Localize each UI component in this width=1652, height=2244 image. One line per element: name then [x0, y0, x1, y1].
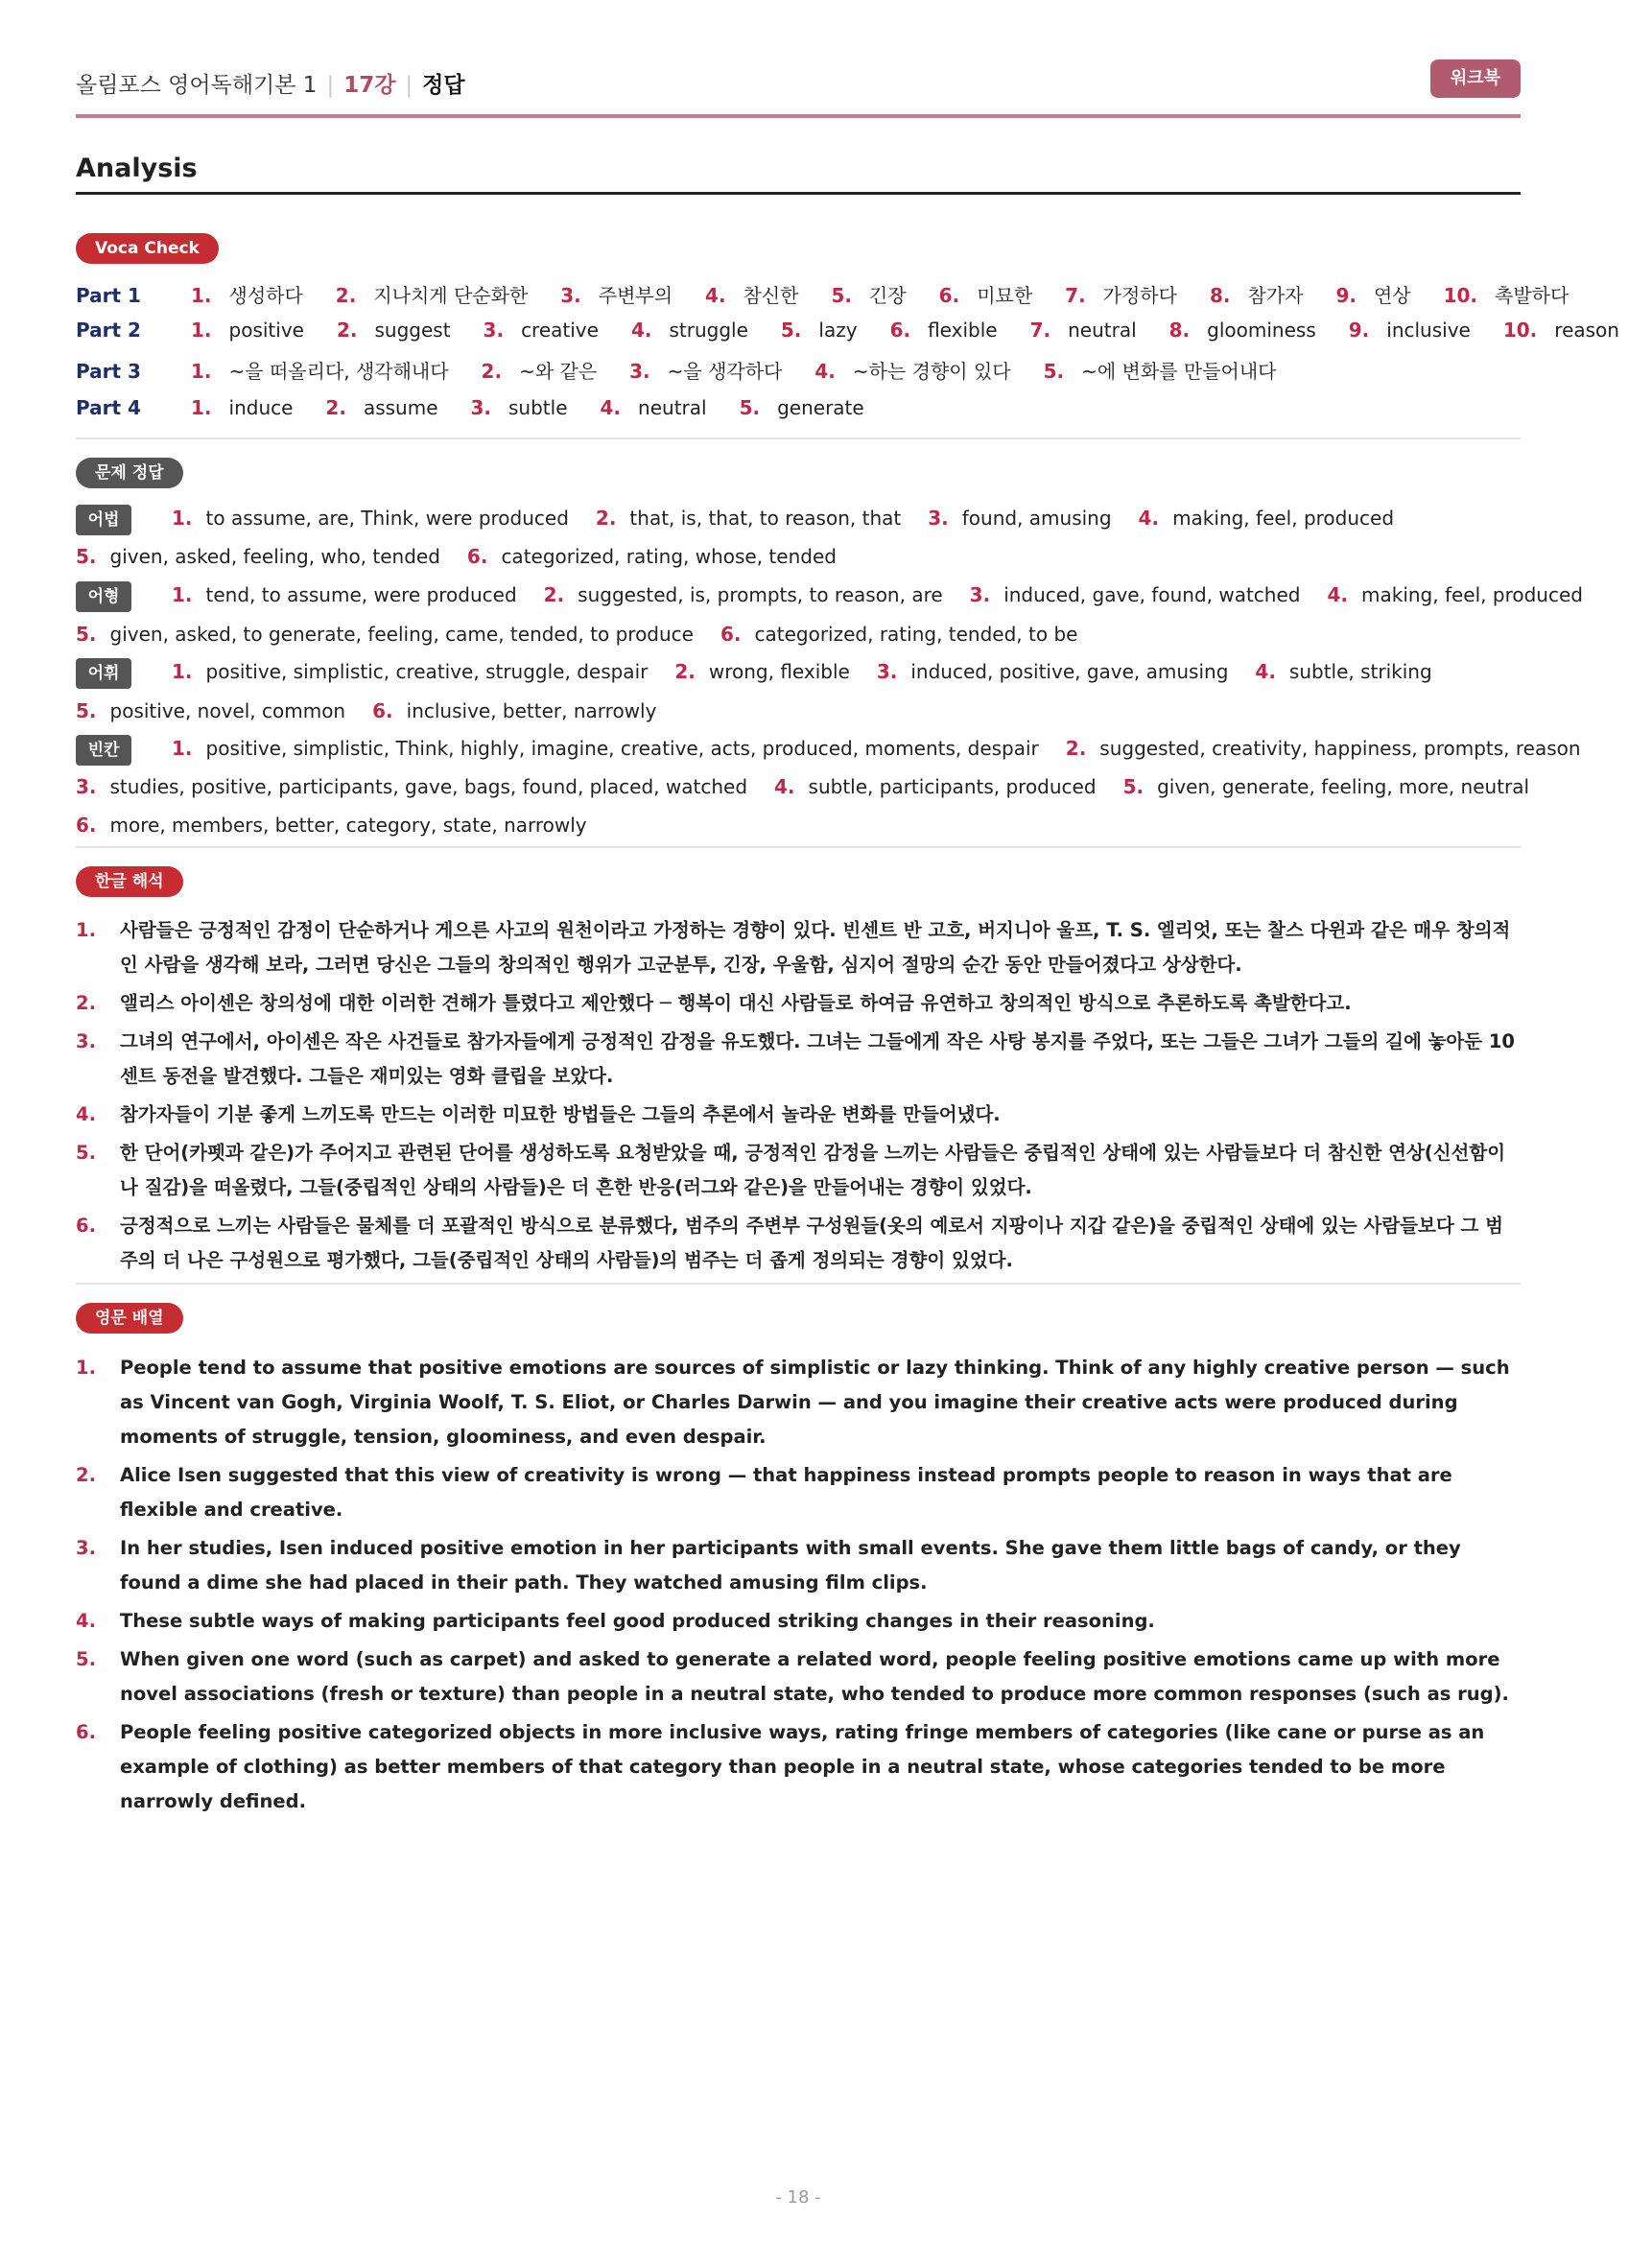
item-number: 10. [1443, 284, 1478, 307]
item-text: making, feel, produced [1361, 583, 1583, 606]
voca-item [1503, 319, 1619, 342]
header-title [76, 67, 465, 99]
paragraph-item [76, 1642, 1521, 1712]
item-number: 8. [1168, 319, 1191, 342]
voca-item [560, 280, 673, 308]
paragraph-item [76, 986, 1521, 1021]
paragraph-item [76, 1025, 1521, 1094]
voca-item [482, 356, 598, 384]
analysis-heading: Analysis [76, 154, 198, 183]
voca-check-badge: Voca Check [76, 233, 219, 264]
item-text: given, asked, to generate, feeling, came, tended, to produce [109, 623, 694, 646]
item-number: 5. [1043, 360, 1065, 383]
item-number: 2. [76, 992, 96, 1014]
item-number: 2. [481, 360, 503, 383]
header-rule [76, 114, 1521, 118]
analysis-rule [76, 192, 1521, 195]
item-number: 5. [76, 1648, 96, 1670]
answer-item [970, 579, 1301, 610]
voca-item [336, 280, 528, 308]
paragraph-text: 한 단어(카펫과 같은)가 주어지고 관련된 단어를 생성하도록 요청받았을 때, 긍정적인 감정을 느끼는 사람들은 중립적인 상태에 있는 사람들보다 더 참신한 연상(신선함이나 질감)을 떠올렸다, 그들(중립적인 상태의 사람들)은 더 흔한 반응(러그와 같은)을 만들어내는 경향이 있었다. [120, 1142, 1506, 1198]
answer-row [76, 771, 1530, 802]
answer-item [172, 579, 517, 610]
item-number: 1. [76, 919, 96, 941]
voca-item [939, 280, 1032, 308]
divider: | [326, 73, 335, 98]
item-text: 가정하다 [1102, 284, 1177, 307]
item-number: 2. [325, 396, 346, 419]
paragraph-text: 앨리스 아이센은 창의성에 대한 이러한 견해가 틀렸다고 제안했다 ─ 행복이 대신 사람들로 하여금 유연하고 창의적인 방식으로 추론하도록 촉발한다고. [120, 992, 1352, 1014]
item-number: 2. [336, 319, 358, 342]
item-number: 6. [76, 1721, 96, 1743]
voca-item [814, 356, 1010, 384]
item-text: neutral [1068, 319, 1137, 342]
section-divider [76, 1283, 1521, 1285]
section-divider [76, 437, 1521, 439]
page-number: - 18 - [775, 2187, 821, 2208]
item-number: 5. [1122, 775, 1145, 798]
item-text: inclusive, better, narrowly [406, 699, 657, 722]
item-text: categorized, rating, whose, tended [501, 545, 837, 568]
voca-item [832, 280, 907, 308]
item-number: 7. [1029, 319, 1051, 342]
item-number: 4. [705, 284, 726, 307]
item-number: 2. [1065, 737, 1087, 760]
item-number: 3. [470, 396, 492, 419]
item-number: 1. [172, 737, 193, 760]
item-text: to assume, are, Think, were produced [205, 507, 569, 530]
voca-item [629, 356, 782, 384]
item-text: inclusive [1386, 319, 1471, 342]
item-text: induced, gave, found, watched [1003, 583, 1301, 606]
page [76, 0, 1619, 2244]
korean-translation-badge: 한글 해석 [76, 866, 183, 897]
item-number: 6. [889, 319, 911, 342]
item-number: 1. [172, 660, 193, 683]
voca-row [76, 356, 1521, 384]
answer-row [76, 541, 1521, 572]
item-number: 4. [76, 1610, 96, 1632]
item-text: 생성하다 [228, 284, 303, 307]
paragraph-text: 긍정적으로 느끼는 사람들은 물체를 더 포괄적인 방식으로 분류했다, 범주의 주변부 구성원들(옷의 예로서 지팡이나 지갑 같은)을 중립적인 상태에 있는 사람들보다 그 범주의 더 나은 구성원으로 평가했다, 그들(중립적인 상태의 사람들)의 범주는 더 좁게 정의되는 경향이 있었다. [120, 1215, 1503, 1271]
paragraph-item [76, 1136, 1521, 1205]
item-text: 지나치게 단순화한 [373, 284, 529, 307]
part-label: Part 1 [76, 284, 141, 307]
item-text: positive, novel, common [109, 699, 346, 722]
voca-item [890, 319, 998, 342]
answer-item [1139, 503, 1394, 533]
item-text: tend, to assume, were produced [205, 583, 517, 606]
answers-badge: 문제 정답 [76, 458, 183, 488]
item-number: 2. [674, 660, 696, 683]
item-text: studies, positive, participants, gave, bags, found, placed, watched [109, 775, 748, 798]
item-number: 1. [191, 319, 212, 342]
answer-row [76, 656, 1521, 689]
item-number: 2. [595, 507, 617, 530]
answer-type-tag: 어휘 [76, 658, 131, 689]
answer-item [76, 541, 440, 572]
answer-item [172, 733, 1039, 764]
lesson-number: 17강 [343, 73, 396, 98]
item-number: 5. [76, 1142, 96, 1164]
answer-item [172, 656, 648, 687]
answer-row [76, 733, 1581, 766]
item-text: given, generate, feeling, more, neutral [1157, 775, 1530, 798]
item-number: 3. [560, 284, 581, 307]
item-text: ~와 같은 [519, 360, 598, 383]
item-text: assume [363, 396, 438, 419]
item-text: given, asked, feeling, who, tended [109, 545, 440, 568]
item-text: lazy [818, 319, 858, 342]
item-number: 7. [1065, 284, 1086, 307]
item-number: 3. [76, 1030, 96, 1052]
item-text: 주변부의 [598, 284, 673, 307]
voca-item [191, 356, 449, 384]
english-arrangement-list [76, 1351, 1521, 1823]
answer-item [720, 619, 1077, 650]
item-number: 1. [172, 583, 193, 606]
voca-item [705, 280, 798, 308]
item-number: 3. [483, 319, 505, 342]
item-number: 6. [372, 699, 393, 722]
item-text: subtle [508, 396, 568, 419]
answer-item [877, 656, 1229, 687]
item-number: 5. [76, 623, 97, 646]
item-text: ~에 변화를 만들어내다 [1081, 360, 1277, 383]
item-number: 5. [76, 699, 97, 722]
paragraph-item [76, 1604, 1521, 1639]
voca-item [1169, 319, 1316, 342]
voca-item [601, 396, 707, 419]
item-text: 연상 [1373, 284, 1411, 307]
item-number: 6. [938, 284, 960, 307]
item-number: 3. [876, 660, 898, 683]
item-text: subtle, striking [1288, 660, 1432, 683]
divider: | [405, 73, 413, 98]
voca-item [1065, 280, 1177, 308]
answer-item [76, 619, 694, 650]
paragraph-item [76, 1715, 1521, 1819]
item-text: suggested, creativity, happiness, prompts, reason [1099, 737, 1581, 760]
item-number: 10. [1502, 319, 1538, 342]
item-number: 1. [172, 507, 193, 530]
section-divider [76, 846, 1521, 848]
item-number: 6. [76, 1215, 96, 1237]
voca-item [1044, 356, 1277, 384]
item-number: 6. [466, 545, 488, 568]
answer-item [372, 696, 656, 726]
paragraph-text: People feeling positive categorized objects in more inclusive ways, rating fringe members of categories (like cane or purse as an example of clothing) as better members of that category than people in a neutral state, whose categories tended to be more narrowly defined. [120, 1721, 1485, 1812]
item-text: induced, positive, gave, amusing [910, 660, 1229, 683]
item-text: induce [228, 396, 294, 419]
item-number: 5. [780, 319, 802, 342]
item-number: 2. [335, 284, 357, 307]
answer-item [467, 541, 837, 572]
item-number: 4. [600, 396, 622, 419]
answer-item [76, 771, 747, 802]
voca-item [191, 396, 293, 419]
answer-type-tag: 어법 [76, 505, 131, 535]
answer-item [674, 656, 849, 687]
answer-row [76, 503, 1521, 535]
korean-translation-list [76, 913, 1521, 1282]
voca-row [76, 280, 1569, 308]
paragraph-text: People tend to assume that positive emotions are sources of simplistic or lazy thinking. Think of any highly creative person — such as Vincent van Gogh, Virginia Woolf, T. S. Eliot, or Charles Darwin — and you imagine their creative acts were produced during moments of struggle, tension, gloominess, and even despair. [120, 1357, 1510, 1448]
item-text: 촉발하다 [1495, 284, 1569, 307]
answer-item [774, 771, 1097, 802]
item-number: 3. [76, 775, 97, 798]
paragraph-text: 사람들은 긍정적인 감정이 단순하거나 게으른 사고의 원천이라고 가정하는 경향이 있다. 빈센트 반 고흐, 버지니아 울프, T. S. 엘리엇, 또는 찰스 다윈과 같은 매우 창의적인 사람을 생각해 보라, 그러면 당신은 그들의 창의적인 행위가 고군분투, 긴장, 우울함, 심지어 절망의 순간 동안 만들어졌다고 상상한다. [120, 919, 1511, 976]
item-text: generate [777, 396, 864, 419]
item-text: 긴장 [869, 284, 907, 307]
item-text: positive, simplistic, Think, highly, imagine, creative, acts, produced, moments, despair [205, 737, 1039, 760]
item-number: 6. [76, 814, 97, 837]
paragraph-item [76, 913, 1521, 982]
item-number: 4. [814, 360, 836, 383]
item-number: 4. [774, 775, 795, 798]
voca-item [471, 396, 568, 419]
voca-item [1030, 319, 1137, 342]
item-number: 9. [1335, 284, 1357, 307]
answer-item [928, 503, 1111, 533]
answer-item [596, 503, 901, 533]
item-number: 6. [720, 623, 742, 646]
item-number: 3. [928, 507, 949, 530]
item-number: 4. [1327, 583, 1348, 606]
item-number: 1. [191, 360, 212, 383]
item-number: 4. [1255, 660, 1276, 683]
paragraph-text: In her studies, Isen induced positive emotion in her participants with small events. She gave them little bags of candy, or they found a dime she had placed in their path. They watched amusing film clips. [120, 1537, 1461, 1594]
item-text: struggle [669, 319, 748, 342]
item-text: subtle, participants, produced [808, 775, 1097, 798]
item-number: 5. [76, 545, 97, 568]
item-text: suggested, is, prompts, to reason, are [578, 583, 943, 606]
item-text: creative [521, 319, 599, 342]
paragraph-text: Alice Isen suggested that this view of creativity is wrong — that happiness instead prompts people to reason in ways that are flexible and creative. [120, 1464, 1452, 1521]
book-title: 올림포스 영어독해기본 1 [76, 73, 318, 98]
answer-label: 정답 [422, 73, 465, 98]
item-text: found, amusing [961, 507, 1112, 530]
item-number: 5. [831, 284, 853, 307]
item-text: positive, simplistic, creative, struggle, despair [205, 660, 649, 683]
answer-item [1066, 733, 1581, 764]
item-number: 2. [543, 583, 565, 606]
voca-item [631, 319, 748, 342]
item-text: gloominess [1207, 319, 1316, 342]
paragraph-text: 참가자들이 기분 좋게 느끼도록 만드는 이러한 미묘한 방법들은 그들의 추론에서 놀라운 변화를 만들어냈다. [120, 1103, 1001, 1125]
paragraph-item [76, 1531, 1521, 1600]
item-number: 1. [191, 396, 212, 419]
item-text: ~을 생각하다 [667, 360, 783, 383]
answer-item [1255, 656, 1431, 687]
answer-row [76, 696, 1521, 726]
workbook-button[interactable]: 워크북 [1430, 59, 1521, 98]
item-number: 3. [629, 360, 650, 383]
item-text: flexible [928, 319, 998, 342]
item-number: 1. [191, 284, 212, 307]
voca-item [325, 396, 437, 419]
item-text: wrong, flexible [708, 660, 850, 683]
item-text: 참신한 [743, 284, 799, 307]
paragraph-item [76, 1458, 1521, 1527]
item-number: 4. [76, 1103, 96, 1125]
item-number: 5. [739, 396, 761, 419]
english-arrangement-badge: 영문 배열 [76, 1303, 183, 1334]
paragraph-text: These subtle ways of making participants feel good produced striking changes in their reasoning. [120, 1610, 1155, 1632]
answer-item [1327, 579, 1582, 610]
item-number: 8. [1209, 284, 1231, 307]
item-number: 4. [630, 319, 652, 342]
paragraph-text: When given one word (such as carpet) and asked to generate a related word, people feeling positive emotions came up with more novel associations (fresh or texture) than people in a neutral state, who tended to produce more common responses (such as rug). [120, 1648, 1509, 1705]
item-number: 2. [76, 1464, 96, 1486]
answer-item [76, 810, 587, 840]
item-text: making, feel, produced [1172, 507, 1395, 530]
answer-item [172, 503, 569, 533]
voca-row [76, 396, 1521, 419]
item-text: 참가자 [1247, 284, 1304, 307]
answer-row [76, 619, 1521, 650]
voca-item [1349, 319, 1471, 342]
paragraph-item [76, 1098, 1521, 1132]
voca-item [781, 319, 858, 342]
item-text: positive [228, 319, 304, 342]
item-text: 미묘한 [977, 284, 1033, 307]
part-label: Part 3 [76, 360, 141, 383]
answer-type-tag: 어형 [76, 581, 131, 612]
item-text: categorized, rating, tended, to be [754, 623, 1078, 646]
voca-item [191, 319, 304, 342]
item-number: 4. [1138, 507, 1160, 530]
paragraph-item [76, 1351, 1521, 1454]
voca-item [1444, 280, 1569, 308]
item-number: 1. [76, 1357, 96, 1379]
answer-type-tag: 빈칸 [76, 735, 131, 766]
voca-item [191, 280, 303, 308]
voca-item [337, 319, 451, 342]
voca-item [1335, 280, 1410, 308]
answer-row [76, 810, 1521, 840]
item-number: 3. [969, 583, 991, 606]
part-label: Part 4 [76, 396, 141, 419]
item-text: more, members, better, category, state, narrowly [109, 814, 587, 837]
answer-item [1123, 771, 1530, 802]
item-text: that, is, that, to reason, that [629, 507, 902, 530]
item-text: reason [1554, 319, 1619, 342]
voca-item [740, 396, 864, 419]
voca-item [1210, 280, 1303, 308]
item-text: ~을 떠올리다, 생각해내다 [228, 360, 449, 383]
item-number: 9. [1348, 319, 1370, 342]
answer-item [76, 696, 345, 726]
part-label: Part 2 [76, 319, 141, 342]
item-text: suggest [374, 319, 451, 342]
item-text: neutral [638, 396, 707, 419]
header [76, 59, 1521, 106]
paragraph-text: 그녀의 연구에서, 아이센은 작은 사건들로 참가자들에게 긍정적인 감정을 유도했다. 그녀는 그들에게 작은 사탕 봉지를 주었다, 또는 그들은 그녀가 그들의 길에 놓아둔 10센트 동전을 발견했다. 그들은 재미있는 영화 클립을 보았다. [120, 1030, 1516, 1087]
answer-item [544, 579, 943, 610]
answer-row [76, 579, 1583, 612]
item-number: 3. [76, 1537, 96, 1559]
item-text: ~하는 경향이 있다 [852, 360, 1011, 383]
paragraph-item [76, 1209, 1521, 1278]
voca-item [484, 319, 599, 342]
voca-row [76, 319, 1619, 342]
